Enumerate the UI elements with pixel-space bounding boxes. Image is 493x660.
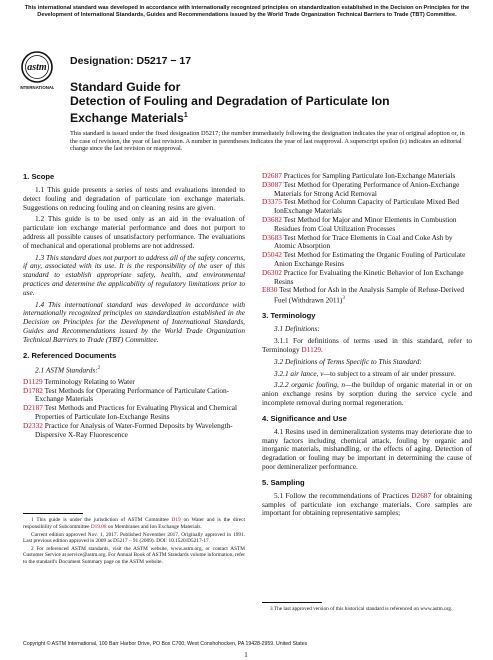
svg-text:astm: astm [27, 62, 47, 73]
terminology-heading: 3. Terminology [262, 311, 316, 321]
astm-logo-icon [20, 50, 54, 92]
title-line-3: Exchange Materials$^1$ [70, 110, 188, 125]
terminology-link[interactable]: D1129 [301, 344, 322, 354]
ref-item: D1129 Terminology Relating to Water [23, 376, 135, 386]
ref-code-link[interactable]: D3683 [262, 232, 282, 242]
ref-item: D2187 Test Methods and Practices for Evaluating Physical and Chemical Properties of Particulate Ion-Exchange Resins [23, 403, 237, 421]
footnote-divider [23, 513, 83, 514]
ref-item: D6302 Practice for Evaluating the Kinetic Behavior of Ion Exchange Resins [262, 267, 464, 286]
scope-1-3: 1.3 This standard does not purport to address all of the safety concerns, if any, associated with its use. It is the responsibility of the user of this standard to establish appropriate safety, health, and environmental practices and determine the applicability of regulatory limitations prior to use. [23, 252, 245, 297]
ref-code-link[interactable]: D2187 [23, 403, 43, 413]
international-standard-banner: This international standard was developed in accordance with internationally recognized principles on standardization established in the Decision on Principles for the Development of International Standards, Guides and Recommendations issued by the World Trade Organization Technical Barriers to Trade (TBT) Committee. [24, 5, 470, 18]
sampling-practice-link[interactable]: D2687 [411, 490, 432, 500]
designation: Designation: D5217 − 17 [70, 55, 192, 67]
scope-1-1: 1.1 This guide presents a series of tests and evaluations intended to detect fouling and degradation of particulate ion exchange materials. Suggestions on reducing fouling and on cleaning resins are given. [23, 185, 245, 212]
ref-code-link[interactable]: E830 [262, 285, 278, 295]
significance-4-1: 4.1 Resins used in demineralization systems may deteriorate due to many factors including chemical attack, fouling by organic and inorganic materials, mishandling, or the effects of aging. Detection of degradation or fouling may be important in determining the cause of poor demineralizer performance. [262, 426, 472, 471]
ref-code-link[interactable]: D3682 [262, 214, 282, 224]
ref-code-link[interactable]: D2687 [262, 171, 282, 180]
ref-item: D3087 Test Method for Operating Performance of Anion-Exchange Materials for Strong Acid Removal [262, 179, 460, 198]
ref-item: D3682 Test Method for Major and Minor Elements in Combustion Residues from Coal Utilization Processes [262, 214, 457, 233]
terminology-3-1: 3.1 Definitions: [274, 324, 320, 334]
withdrawn-footnote-ref[interactable]: 3 [342, 296, 345, 302]
terminology-3-2: 3.2 Definitions of Terms Specific to This Standard: [274, 356, 422, 366]
terminology-3-2-2: 3.2.2 organic fouling, n—the buildup of organic material in or on anion exchange resins by sorption during the service cycle and incomplete removal during normal regeneration. [262, 380, 472, 407]
ref-code-link[interactable]: D3375 [262, 197, 282, 207]
ref-item: D2687 Practices for Sampling Particulate Ion-Exchange Materials [262, 171, 456, 180]
footnote-2: 2 For referenced ASTM standards, visit the ASTM website, www.astm.org, or contact ASTM Customer Service at service@astm.org. For Annual Book of ASTM Standards volume information, refer to the standard's Document Summary page on the ASTM website. [23, 546, 245, 565]
ref-item: D5042 Test Method for Estimating the Organic Fouling of Particulate Anion Exchange Resins [262, 250, 466, 268]
footnote-1-edition: Current edition approved Nov. 1, 2017. Published November 2017. Originally approved in 1991. Last previous edition approved in 2009 as D5217 – 91 (2009). DOI: 10.1520/D5217-17. [23, 531, 245, 544]
sampling-5-1: 5.1 Follow the recommendations of Practices D2687 for obtaining samples of particulate ion exchange materials. Core samples are important for obtaining representative samples; [262, 490, 472, 518]
title-line-1: Standard Guide for [70, 80, 181, 94]
sampling-heading: 5. Sampling [262, 477, 305, 487]
committee-link[interactable]: D19 [171, 517, 181, 524]
ref-code-link[interactable]: D6302 [262, 267, 282, 277]
subcommittee-link[interactable]: D19.08 [90, 523, 107, 530]
designation-notice: This standard is issued under the fixed designation D5217; the number immediately following the designation indicates the year of original adoption or, in the case of revision, the year of last revision. A number in parentheses indicates the year of last reapproval. A superscript epsilon (ε) indicates an editorial change since the last revision or reapproval. [70, 130, 465, 153]
document-title [70, 80, 470, 125]
left-column [23, 172, 245, 567]
ref-code-link[interactable]: D5042 [262, 250, 282, 260]
scope-1-2: 1.2 This guide is to be used only as an aid in the evaluation of particulate ion exchange material performance and does not purport to address all possible causes of unsatisfactory performance. The evaluations of mechanical and operational problems are not addressed. [23, 214, 245, 250]
footnote-divider [262, 602, 322, 603]
terminology-3-2-1: 3.2.1 air lance, v—to subject to a stream of air under pressure. [274, 368, 456, 378]
ref-item: E830 Test Method for Ash in the Analysis Sample of Refuse-Derived Fuel (Withdrawn 2011)$^3$ [262, 285, 465, 305]
scope-1-4: 1.4 This international standard was developed in accordance with internationally recognized principles on standardization established in the Decision on Principles for the Development of International Standards, Guides and Recommendations issued by the World Trade Organization Technical Barriers to Trade (TBT) Committee. [23, 299, 245, 344]
significance-heading: 4. Significance and Use [262, 413, 347, 423]
copyright-footer: Copyright © ASTM International, 100 Barr Harbor Drive, PO Box C700, West Conshohocken, PA 19428-2959. United States [23, 641, 308, 647]
ref-code-link[interactable]: D1782 [23, 385, 43, 395]
right-column [262, 172, 472, 521]
title-footnote-ref[interactable]: 1 [183, 111, 188, 119]
ref-item: D1782 Test Methods for Operating Performance of Particulate Cation-Exchange Materials [23, 385, 230, 404]
ref-code-link[interactable]: D1129 [23, 376, 43, 386]
right-footnote-area [262, 596, 472, 614]
ref-code-link[interactable]: D2332 [23, 420, 43, 430]
terminology-3-1-1: 3.1.1 For definitions of terms used in this standard, refer to Terminology D1129. [262, 336, 472, 354]
title-line-2: Detection of Fouling and Degradation of Particulate Ion [70, 94, 390, 109]
referenced-documents-heading: 2. Referenced Documents [23, 350, 117, 360]
ref-item: D3375 Test Method for Column Capacity of Particulate Mixed Bed IonExchange Materials [262, 197, 459, 216]
logo-wordmark: INTERNATIONAL [20, 85, 54, 90]
page-number: 1 [244, 651, 248, 659]
scope-heading: 1. Scope [23, 172, 55, 181]
footnote-3: 3 The last approved version of this historical standard is referenced on www.astm.org. [270, 606, 453, 612]
ref-item: D2332 Practice for Analysis of Water-Formed Deposits by Wavelength-Dispersive X-Ray Fluorescence [23, 420, 233, 439]
astm-standards-subheading: 2.1 ASTM Standards:$^2$ [35, 364, 101, 374]
footnote-1: 1 This guide is under the jurisdiction of ASTM Committee D19 on Water and is the direct responsibility of Subcommittee D19.08 on Membranes and Ion Exchange Materials. [23, 517, 245, 530]
ref-code-link[interactable]: D3087 [262, 179, 282, 189]
ref-item: D3683 Test Method for Trace Elements in Coal and Coke Ash by Atomic Absorption [262, 232, 453, 251]
